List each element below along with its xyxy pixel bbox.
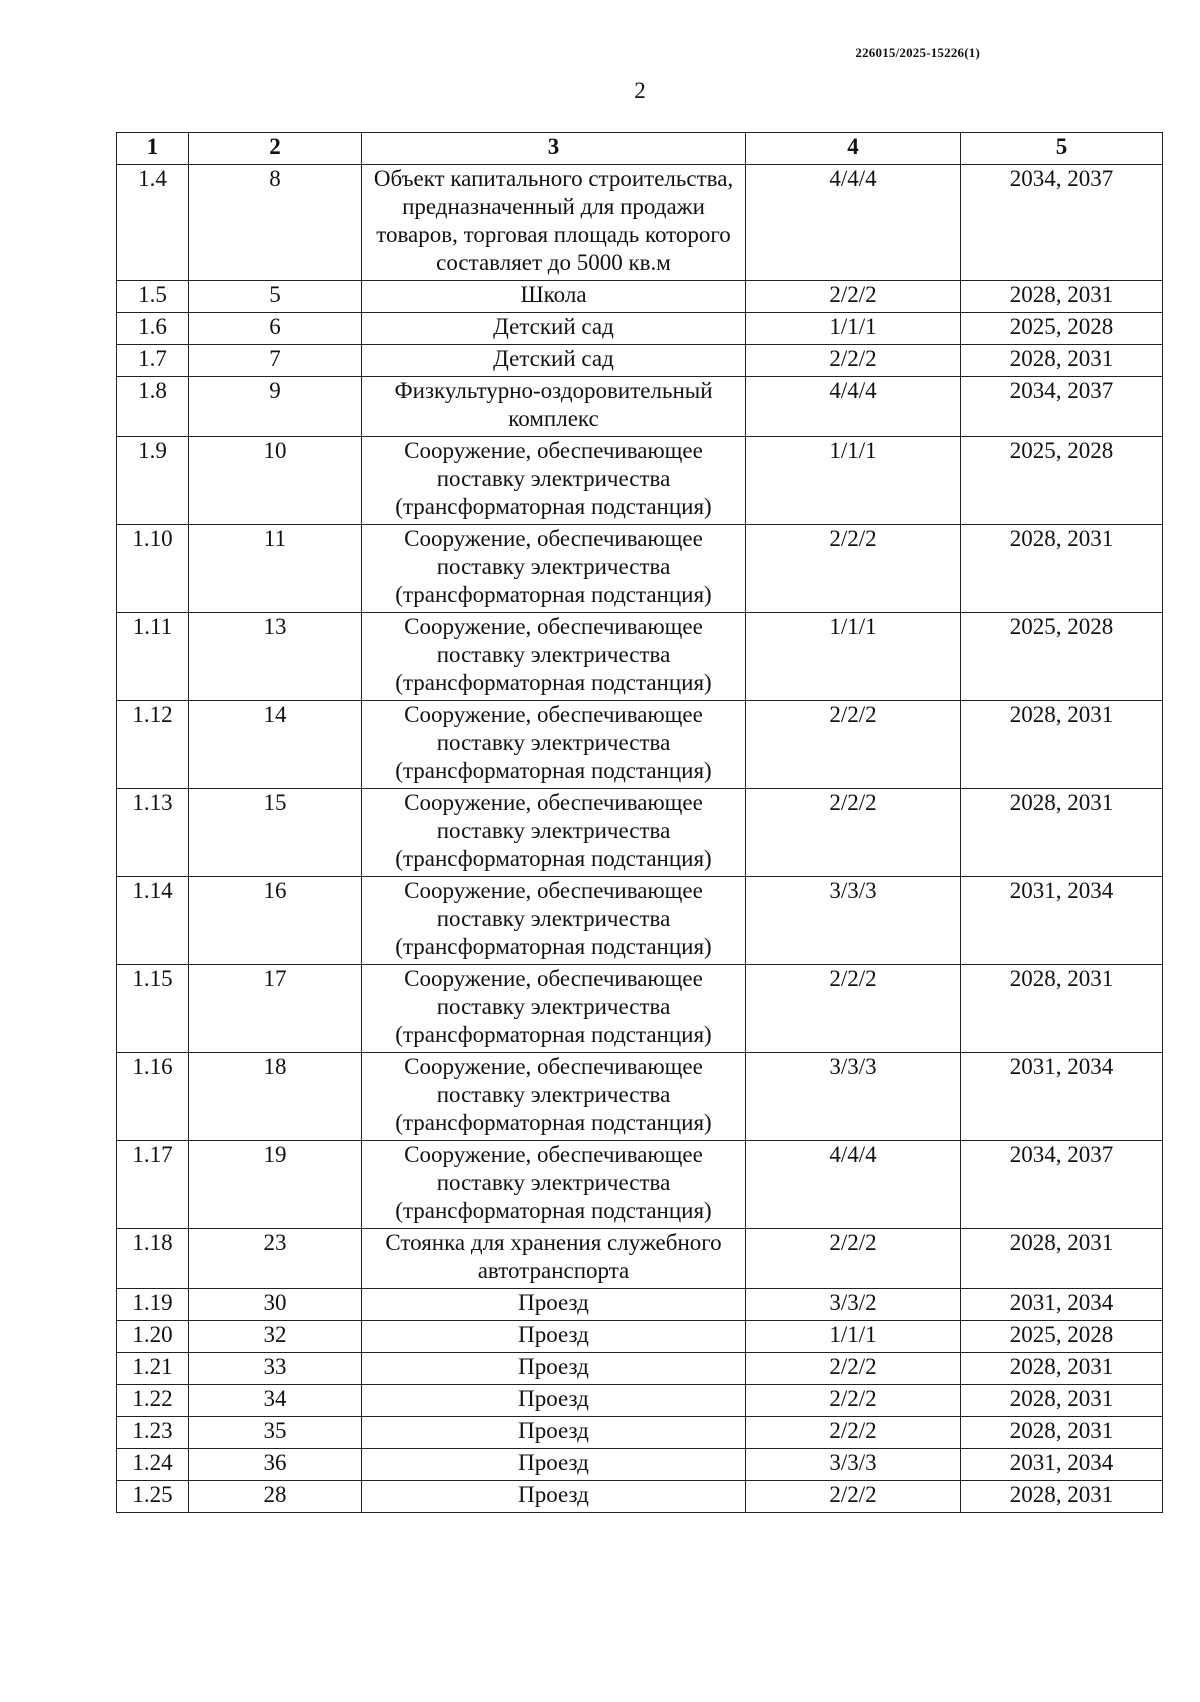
value-cell: 3/3/3 — [746, 1449, 961, 1481]
years-cell: 2025, 2028 — [961, 313, 1163, 345]
value-cell: 2/2/2 — [746, 1417, 961, 1449]
row-number-cell: 1.9 — [117, 437, 189, 525]
object-number-cell: 6 — [189, 313, 362, 345]
table-header-row — [117, 133, 1163, 165]
row-number-cell: 1.19 — [117, 1289, 189, 1321]
years-cell: 2034, 2037 — [961, 165, 1163, 281]
row-number-cell: 1.5 — [117, 281, 189, 313]
object-description-cell: Проезд — [362, 1481, 746, 1513]
row-number-cell: 1.4 — [117, 165, 189, 281]
object-description-cell: Сооружение, обеспечивающее поставку электричества (трансформаторная подстанция) — [362, 789, 746, 877]
object-number-cell: 34 — [189, 1385, 362, 1417]
object-description-cell: Детский сад — [362, 313, 746, 345]
object-number-cell: 15 — [189, 789, 362, 877]
row-number-cell: 1.12 — [117, 701, 189, 789]
object-number-cell: 8 — [189, 165, 362, 281]
table-row — [117, 525, 1163, 613]
years-cell: 2028, 2031 — [961, 965, 1163, 1053]
column-header: 2 — [189, 133, 362, 165]
table-row — [117, 789, 1163, 877]
value-cell: 4/4/4 — [746, 1141, 961, 1229]
table-row — [117, 1053, 1163, 1141]
table-row — [117, 1417, 1163, 1449]
row-number-cell: 1.7 — [117, 345, 189, 377]
object-description-cell: Проезд — [362, 1417, 746, 1449]
value-cell: 2/2/2 — [746, 701, 961, 789]
table-row — [117, 377, 1163, 437]
object-description-cell: Сооружение, обеспечивающее поставку электричества (трансформаторная подстанция) — [362, 525, 746, 613]
row-number-cell: 1.16 — [117, 1053, 189, 1141]
years-cell: 2028, 2031 — [961, 701, 1163, 789]
object-number-cell: 13 — [189, 613, 362, 701]
row-number-cell: 1.15 — [117, 965, 189, 1053]
object-description-cell: Детский сад — [362, 345, 746, 377]
object-number-cell: 10 — [189, 437, 362, 525]
object-description-cell: Стоянка для хранения служебного автотранспорта — [362, 1229, 746, 1289]
object-description-cell: Проезд — [362, 1353, 746, 1385]
table-row — [117, 281, 1163, 313]
row-number-cell: 1.20 — [117, 1321, 189, 1353]
object-description-cell: Сооружение, обеспечивающее поставку электричества (трансформаторная подстанция) — [362, 701, 746, 789]
value-cell: 1/1/1 — [746, 313, 961, 345]
years-cell: 2031, 2034 — [961, 1449, 1163, 1481]
object-number-cell: 14 — [189, 701, 362, 789]
object-description-cell: Проезд — [362, 1289, 746, 1321]
years-cell: 2031, 2034 — [961, 1289, 1163, 1321]
years-cell: 2028, 2031 — [961, 1481, 1163, 1513]
table-body — [117, 165, 1163, 1513]
table-row — [117, 1481, 1163, 1513]
row-number-cell: 1.6 — [117, 313, 189, 345]
object-description-cell: Объект капитального строительства, предназначенный для продажи товаров, торговая площадь которого составляет до 5000 кв.м — [362, 165, 746, 281]
value-cell: 2/2/2 — [746, 1481, 961, 1513]
row-number-cell: 1.13 — [117, 789, 189, 877]
value-cell: 4/4/4 — [746, 377, 961, 437]
years-cell: 2028, 2031 — [961, 345, 1163, 377]
objects-table — [116, 132, 1163, 1513]
object-number-cell: 5 — [189, 281, 362, 313]
object-description-cell: Проезд — [362, 1385, 746, 1417]
object-number-cell: 18 — [189, 1053, 362, 1141]
object-number-cell: 9 — [189, 377, 362, 437]
years-cell: 2034, 2037 — [961, 377, 1163, 437]
table-row — [117, 877, 1163, 965]
value-cell: 2/2/2 — [746, 525, 961, 613]
table-row — [117, 1385, 1163, 1417]
years-cell: 2031, 2034 — [961, 1053, 1163, 1141]
value-cell: 2/2/2 — [746, 345, 961, 377]
value-cell: 2/2/2 — [746, 789, 961, 877]
table-row — [117, 1289, 1163, 1321]
object-number-cell: 28 — [189, 1481, 362, 1513]
row-number-cell: 1.24 — [117, 1449, 189, 1481]
object-description-cell: Физкультурно-оздоровительный комплекс — [362, 377, 746, 437]
object-number-cell: 17 — [189, 965, 362, 1053]
years-cell: 2025, 2028 — [961, 613, 1163, 701]
object-number-cell: 32 — [189, 1321, 362, 1353]
object-number-cell: 33 — [189, 1353, 362, 1385]
object-number-cell: 35 — [189, 1417, 362, 1449]
value-cell: 3/3/3 — [746, 1053, 961, 1141]
value-cell: 3/3/2 — [746, 1289, 961, 1321]
object-description-cell: Сооружение, обеспечивающее поставку электричества (трансформаторная подстанция) — [362, 877, 746, 965]
years-cell: 2028, 2031 — [961, 1353, 1163, 1385]
value-cell: 1/1/1 — [746, 437, 961, 525]
value-cell: 2/2/2 — [746, 1353, 961, 1385]
row-number-cell: 1.10 — [117, 525, 189, 613]
row-number-cell: 1.11 — [117, 613, 189, 701]
table-row — [117, 1353, 1163, 1385]
object-description-cell: Сооружение, обеспечивающее поставку электричества (трансформаторная подстанция) — [362, 1053, 746, 1141]
page-number: 2 — [634, 78, 646, 103]
object-number-cell: 7 — [189, 345, 362, 377]
table-row — [117, 437, 1163, 525]
value-cell: 3/3/3 — [746, 877, 961, 965]
years-cell: 2025, 2028 — [961, 437, 1163, 525]
row-number-cell: 1.22 — [117, 1385, 189, 1417]
row-number-cell: 1.8 — [117, 377, 189, 437]
document-number: 226015/2025-15226(1) — [855, 45, 980, 60]
object-description-cell: Сооружение, обеспечивающее поставку электричества (трансформаторная подстанция) — [362, 1141, 746, 1229]
object-number-cell: 23 — [189, 1229, 362, 1289]
table-row — [117, 165, 1163, 281]
column-header: 5 — [961, 133, 1163, 165]
table-row — [117, 345, 1163, 377]
row-number-cell: 1.17 — [117, 1141, 189, 1229]
value-cell: 1/1/1 — [746, 613, 961, 701]
object-number-cell: 19 — [189, 1141, 362, 1229]
row-number-cell: 1.18 — [117, 1229, 189, 1289]
object-description-cell: Сооружение, обеспечивающее поставку электричества (трансформаторная подстанция) — [362, 965, 746, 1053]
years-cell: 2028, 2031 — [961, 789, 1163, 877]
object-number-cell: 36 — [189, 1449, 362, 1481]
column-header: 1 — [117, 133, 189, 165]
value-cell: 2/2/2 — [746, 1385, 961, 1417]
years-cell: 2028, 2031 — [961, 1417, 1163, 1449]
object-description-cell: Сооружение, обеспечивающее поставку электричества (трансформаторная подстанция) — [362, 613, 746, 701]
table-row — [117, 701, 1163, 789]
years-cell: 2028, 2031 — [961, 525, 1163, 613]
object-description-cell: Школа — [362, 281, 746, 313]
table-row — [117, 313, 1163, 345]
table-row — [117, 1229, 1163, 1289]
value-cell: 4/4/4 — [746, 165, 961, 281]
row-number-cell: 1.14 — [117, 877, 189, 965]
years-cell: 2028, 2031 — [961, 1229, 1163, 1289]
object-number-cell: 30 — [189, 1289, 362, 1321]
column-header: 4 — [746, 133, 961, 165]
row-number-cell: 1.21 — [117, 1353, 189, 1385]
table-row — [117, 965, 1163, 1053]
object-number-cell: 16 — [189, 877, 362, 965]
table-row — [117, 1321, 1163, 1353]
object-description-cell: Проезд — [362, 1321, 746, 1353]
years-cell: 2028, 2031 — [961, 281, 1163, 313]
table-row — [117, 1449, 1163, 1481]
column-header: 3 — [362, 133, 746, 165]
table-row — [117, 1141, 1163, 1229]
value-cell: 2/2/2 — [746, 1229, 961, 1289]
value-cell: 2/2/2 — [746, 965, 961, 1053]
years-cell: 2025, 2028 — [961, 1321, 1163, 1353]
object-description-cell: Проезд — [362, 1449, 746, 1481]
object-description-cell: Сооружение, обеспечивающее поставку электричества (трансформаторная подстанция) — [362, 437, 746, 525]
row-number-cell: 1.23 — [117, 1417, 189, 1449]
years-cell: 2028, 2031 — [961, 1385, 1163, 1417]
years-cell: 2031, 2034 — [961, 877, 1163, 965]
value-cell: 2/2/2 — [746, 281, 961, 313]
table-row — [117, 613, 1163, 701]
years-cell: 2034, 2037 — [961, 1141, 1163, 1229]
object-number-cell: 11 — [189, 525, 362, 613]
value-cell: 1/1/1 — [746, 1321, 961, 1353]
row-number-cell: 1.25 — [117, 1481, 189, 1513]
